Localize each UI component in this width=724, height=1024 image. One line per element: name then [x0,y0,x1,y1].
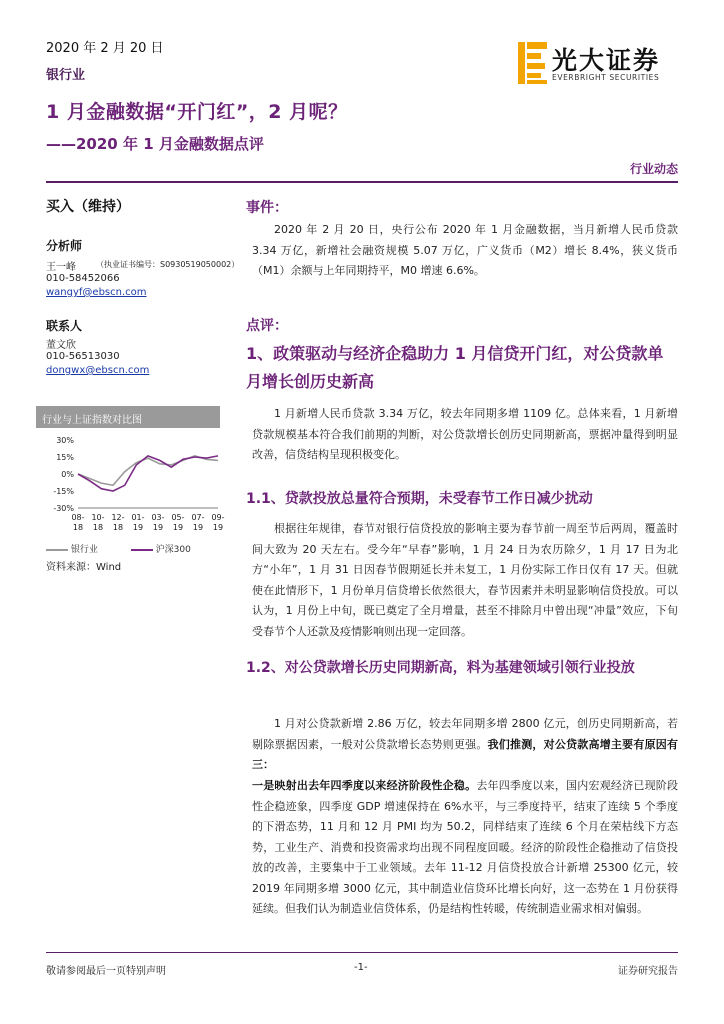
analyst-email-link[interactable]: wangyf@ebscn.com [46,287,147,298]
x-tick-label-year: 18 [72,523,84,532]
analyst-phone: 010-58452066 [46,273,120,284]
contact-name: 董文欣 [46,340,76,351]
section-1-2-text-a: 1 月对公贷款新增 2.86 万亿，较去年同期多增 2800 亿元，创历史同期新高，若剔除票据因素，一般对公贷款增长态势则更强。 [252,717,678,751]
section-1-2-bold-b: 一是映射出去年四季度以来经济阶段性企稳。 [252,779,477,792]
logo-text-cn: 光大证券 [552,46,661,75]
report-title: 1 月金融数据“开门红”，2 月呢？ [46,101,348,123]
legend-label-hs300: 沪深300 [155,545,191,555]
x-tick-label: 07- [191,513,205,522]
contact-phone: 010-56513030 [46,351,120,362]
everbright-logo-icon [518,42,548,84]
x-tick-label-year: 18 [112,523,124,532]
comment-heading: 点评： [246,318,288,334]
x-tick-label: 05- [171,513,185,522]
x-tick-label-year: 18 [92,523,104,532]
y-tick-label: -15% [53,487,74,496]
legend-swatch-bank [46,549,68,551]
x-tick-label-year: 19 [132,523,144,532]
section-1-heading: 1、政策驱动与经济企稳助力 1 月信贷开门红，对公贷款单月增长创历史新高 [246,344,664,391]
series-line-bank [78,456,218,485]
report-type: 行业动态 [629,162,678,176]
section-1-2-paragraph-b [252,776,678,920]
header-divider [46,181,678,183]
x-tick-label-year: 19 [172,523,184,532]
logo-text-en: EVERBRIGHT SECURITIES [552,73,660,82]
legend-label-bank: 银行业 [70,545,98,555]
section-1-1-heading: 1.1、贷款投放总量符合预期，未受春节工作日减少扰动 [246,491,593,507]
chart-legend [46,542,191,555]
chart-source: 资料来源：Wind [46,562,122,573]
section-1-2-paragraph-a [252,714,678,776]
contact-email-link[interactable]: dongwx@ebscn.com [46,365,150,376]
y-tick-label: 15% [56,453,74,462]
y-tick-label: 0% [61,470,74,479]
analyst-name: 王一峰 [46,262,76,273]
report-date: 2020 年 2 月 20 日 [46,41,164,56]
section-1-2-text-b: 去年四季度以来，国内宏观经济已现阶段性企稳迹象，四季度 GDP 增速保持在 6%水平，与三季度持平，结束了连续 5 个季度的下滑态势，11 月和 12 月 PMI 均为 50.2，同样结束了连续 6 个月在荣枯线下方态势，工业生产、消费和投资需求均出现不同程度回暖。经济的阶段性企稳推动了信贷投放的改善，主要集中于工业领域。去年 11-12 月信贷投放合计新增 25300 亿元，较 2019 年同期多增 3000 亿元，其中制造业信贷环比增长向好，这一态势在 1 月份获得延续。但我们认为制造业信贷体系，仍是结构性转暖，传统制造业需求相对偏弱。 [252,779,679,915]
section-1-2-bold-a: 我们推测，对公贷款高增主要有原因有三： [252,737,679,771]
footer-report-label: 证券研究报告 [618,966,678,977]
section-1-2-heading: 1.2、对公贷款增长历史同期新高，料为基建领域引领行业投放 [246,660,635,676]
footer-divider [46,952,678,953]
x-tick-label: 03- [151,513,165,522]
x-tick-label: 12- [111,513,125,522]
event-heading: 事件： [246,200,288,216]
contact-heading: 联系人 [46,319,83,333]
x-tick-label: 09- [211,513,225,522]
y-tick-label: 30% [56,436,74,445]
series-line-hs300 [78,456,218,491]
section-1-paragraph: 1 月新增人民币贷款 3.34 万亿，较去年同期多增 1109 亿。总体来看，1 月新增贷款规模基本符合我们前期的判断，对公贷款增长创历史同期新高，票据冲量得到明显改善，信贷结构呈现积极变化。 [252,407,678,461]
event-paragraph: 2020 年 2 月 20 日，央行公布 2020 年 1 月金融数据，当月新增人民币贷款 3.34 万亿，新增社会融资规模 5.07 万亿，广义货币（M2）增长 8.4%，狭义货币（M1）余额与上年同期持平，M0 增速 6.6%。 [252,223,678,277]
footer-disclaimer: 敬请参阅最后一页特别声明 [46,966,166,977]
x-tick-label: 08- [71,513,85,522]
legend-swatch-hs300 [131,549,153,551]
x-tick-label: 10- [91,513,105,522]
analyst-cert: （执业证书编号：S0930519050002） [96,260,240,269]
page-number: -1- [354,962,368,973]
rating: 买入（维持） [46,199,130,215]
report-subtitle: ——2020 年 1 月金融数据点评 [46,135,264,153]
x-tick-label-year: 19 [192,523,204,532]
x-tick-label-year: 19 [212,523,224,532]
section-1-1-paragraph: 根据往年规律，春节对银行信贷投放的影响主要为春节前一周至节后两周，覆盖时间大致为 20 天左右。受今年“早春”影响，1 月 24 日为农历除夕，1 月 17 日为北方“小年”，1 月 31 日因春节假期延长并未复工，1 月份实际工作日仅有 17 天。但就使在此情形下，1 月份单月信贷增长依然很大，春节因素并未明显影响信贷投放。可以认为，1 月份上中旬，既已奠定了全月增量，甚至不排除月中曾出现“冲量”效应，下旬受春节个人还款及疫情影响则出现一定回落。 [252,522,678,638]
analyst-heading: 分析师 [46,239,83,253]
x-tick-label: 01- [131,513,145,522]
chart-title: 行业与上证指数对比图 [42,415,142,426]
y-tick-label: -30% [53,504,74,513]
x-tick-label-year: 19 [152,523,164,532]
sector-label: 银行业 [46,68,86,83]
